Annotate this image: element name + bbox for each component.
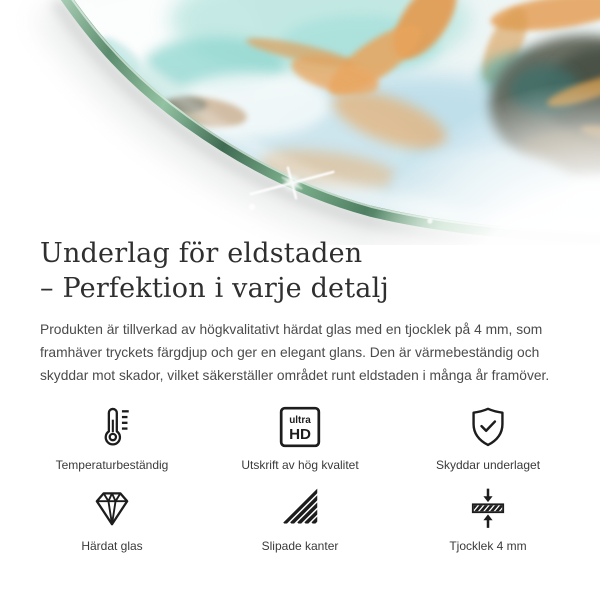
feature-thickness — [394, 485, 582, 553]
fade-overlay — [0, 0, 600, 245]
glass-disc-illustration — [0, 0, 600, 245]
feature-label: Härdat glas — [81, 539, 143, 553]
svg-text:HD: HD — [289, 426, 311, 444]
feature-label: Utskrift av hög kvalitet — [241, 458, 359, 472]
thermometer-icon — [89, 404, 135, 450]
features-grid — [18, 404, 582, 553]
feature-temperature — [18, 404, 206, 472]
feature-polished-edges — [206, 485, 394, 553]
heading-line-1: Underlag för eldstaden — [40, 238, 363, 269]
feature-label: Skyddar underlaget — [435, 458, 541, 472]
feature-tempered-glass — [18, 485, 206, 553]
feature-label: Tjocklek 4 mm — [449, 539, 527, 553]
section-heading — [40, 236, 560, 306]
feature-label: Slipade kanter — [261, 539, 339, 553]
product-description-section — [0, 236, 600, 553]
feature-protects — [394, 404, 582, 472]
feature-print-quality — [206, 404, 394, 472]
shield-check-icon — [465, 404, 511, 450]
beveled-edge-icon — [277, 485, 323, 531]
glass-disc-hero-image — [0, 0, 600, 245]
ultra-hd-icon — [277, 404, 323, 450]
heading-line-2: – Perfektion i varje detalj — [40, 273, 389, 304]
thickness-icon — [465, 485, 511, 531]
diamond-icon — [89, 485, 135, 531]
svg-text:ultra: ultra — [289, 414, 311, 426]
feature-label: Temperaturbeständig — [55, 458, 169, 472]
section-paragraph: Produkten är tillverkad av högkvalitativt härdat glas med en tjocklek på 4 mm, som framhäver tryckets färgdjup och ger en elegant glans. Den är värmebeständig och skyddar mot skador, vilket säkerställer området runt eldstaden i många år framöver. — [40, 322, 550, 383]
